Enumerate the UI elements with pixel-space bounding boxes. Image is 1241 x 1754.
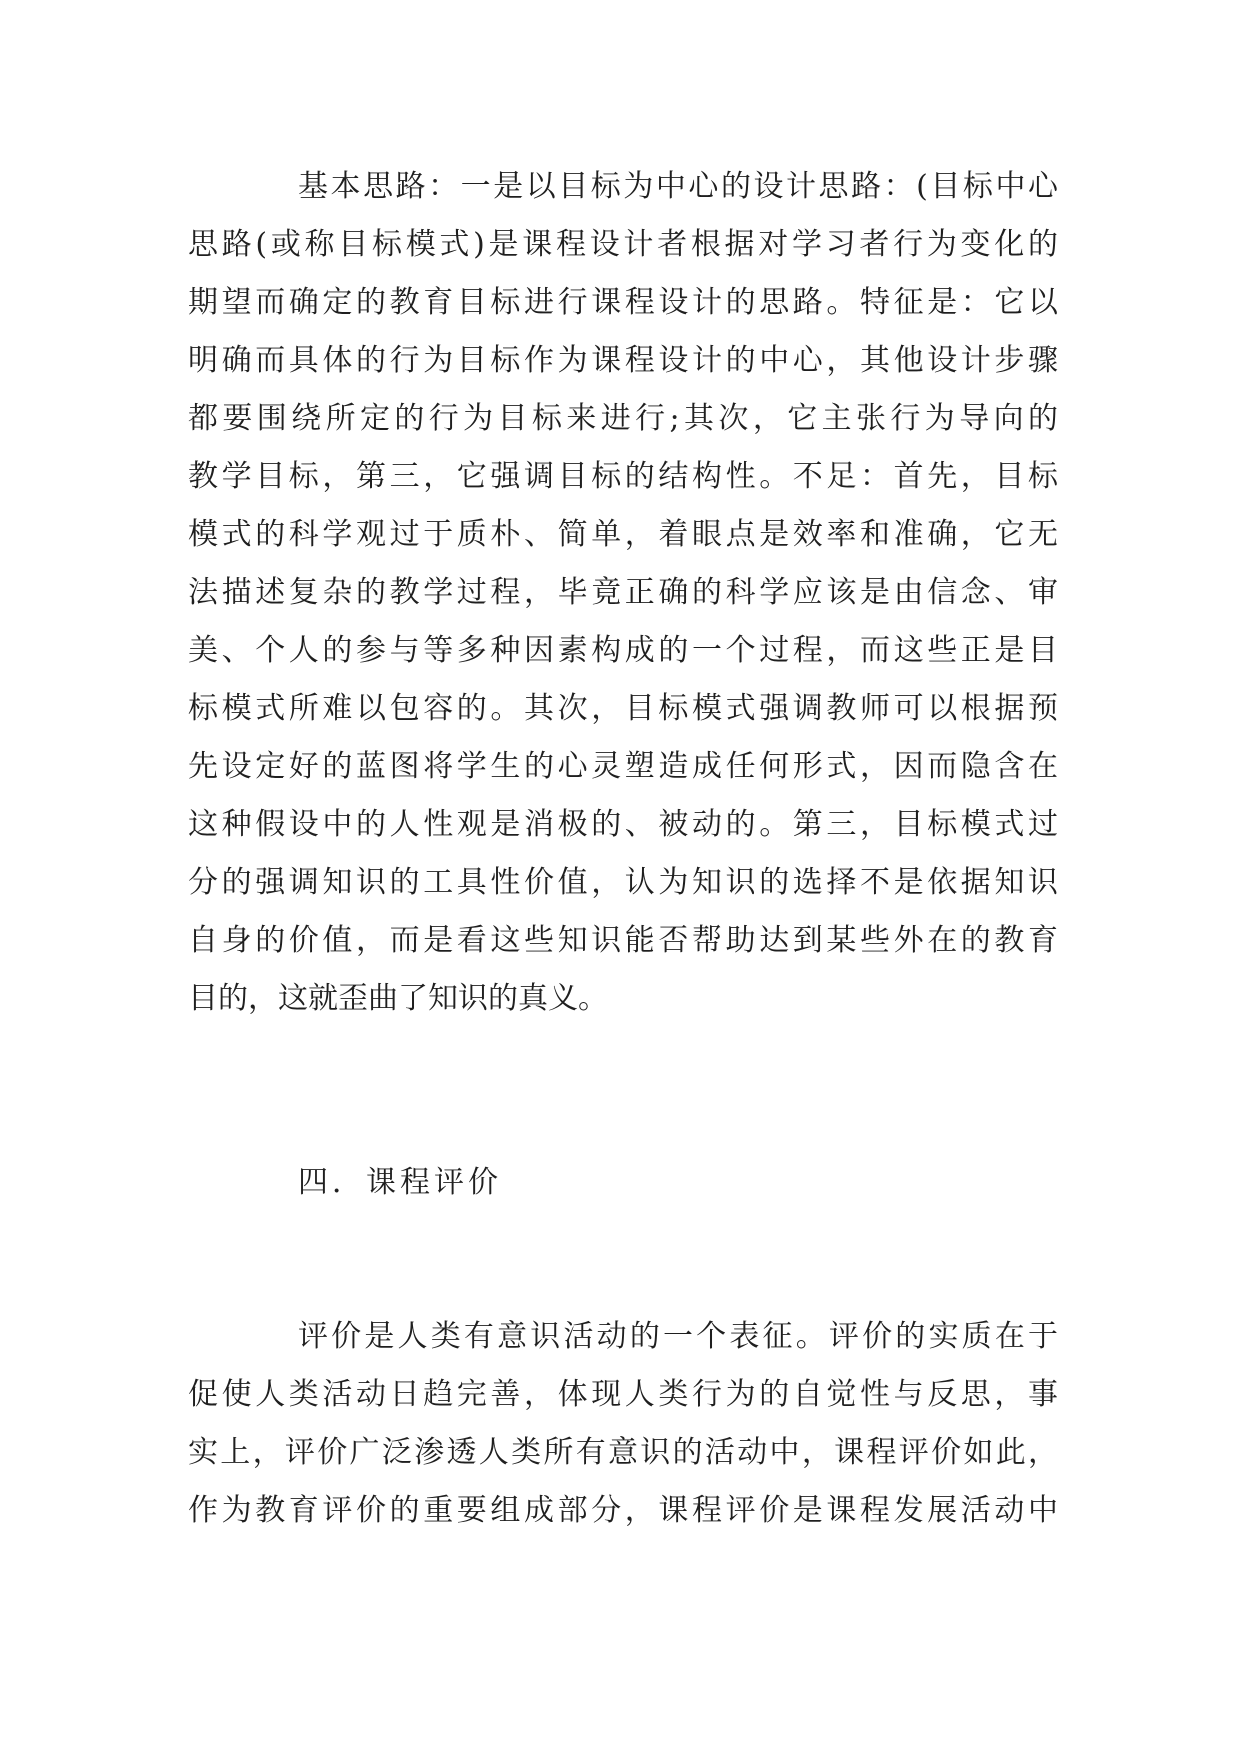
paragraph-line: 都要围绕所定的行为目标来进行;其次，它主张行为导向的: [188, 401, 1058, 436]
paragraph-line: 基本思路：一是以目标为中心的设计思路：(目标中心: [298, 169, 1058, 204]
paragraph-line: 这种假设中的人性观是消极的、被动的。第三，目标模式过: [188, 807, 1058, 842]
paragraph-line: 教学目标，第三，它强调目标的结构性。不足：首先，目标: [188, 459, 1058, 494]
paragraph-line: 作为教育评价的重要组成部分，课程评价是课程发展活动中: [188, 1493, 1058, 1528]
section-heading: 四．课程评价: [298, 1165, 502, 1200]
paragraph-basic-approach: [188, 158, 1058, 1028]
paragraph-line: 评价是人类有意识活动的一个表征。评价的实质在于: [298, 1319, 1058, 1354]
paragraph-line: 分的强调知识的工具性价值，认为知识的选择不是依据知识: [188, 865, 1058, 900]
paragraph-line: 法描述复杂的教学过程，毕竟正确的科学应该是由信念、审: [188, 575, 1058, 610]
paragraph-line: 期望而确定的教育目标进行课程设计的思路。特征是：它以: [188, 285, 1058, 320]
paragraph-line: 先设定好的蓝图将学生的心灵塑造成任何形式，因而隐含在: [188, 749, 1058, 784]
paragraph-line: 目的，这就歪曲了知识的真义。: [188, 981, 608, 1016]
paragraph-line: 思路(或称目标模式)是课程设计者根据对学习者行为变化的: [188, 227, 1058, 262]
paragraph-line: 促使人类活动日趋完善，体现人类行为的自觉性与反思，事: [188, 1377, 1058, 1412]
paragraph-line: 实上，评价广泛渗透人类所有意识的活动中，课程评价如此，: [188, 1435, 1058, 1470]
paragraph-line: 美、个人的参与等多种因素构成的一个过程，而这些正是目: [188, 633, 1058, 668]
paragraph-line: 标模式所难以包容的。其次，目标模式强调教师可以根据预: [188, 691, 1058, 726]
paragraph-line: 明确而具体的行为目标作为课程设计的中心，其他设计步骤: [188, 343, 1058, 378]
paragraph-evaluation: [188, 1308, 1058, 1540]
paragraph-line: 模式的科学观过于质朴、简单，着眼点是效率和准确，它无: [188, 517, 1058, 552]
paragraph-line: 自身的价值，而是看这些知识能否帮助达到某些外在的教育: [188, 923, 1058, 958]
